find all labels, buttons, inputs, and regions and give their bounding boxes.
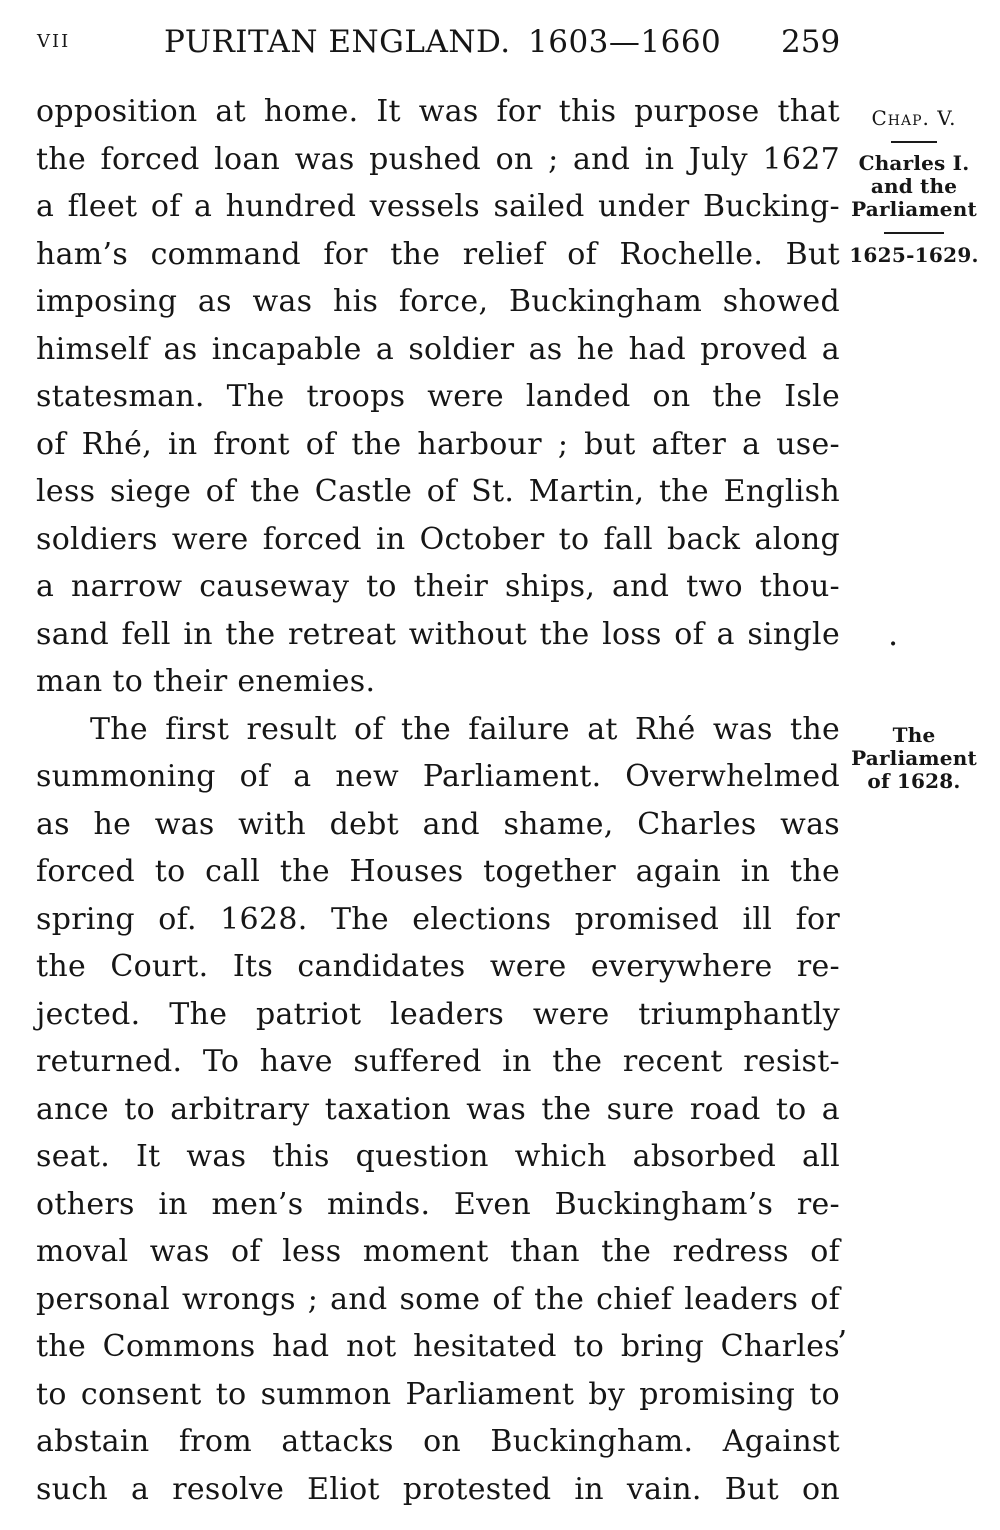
text-line: jected. The patriot leaders were triumphantly bbox=[36, 996, 840, 1032]
divider-rule bbox=[891, 141, 937, 143]
text-line: The first result of the failure at Rhé was the bbox=[90, 711, 840, 747]
ink-speck: ’ bbox=[837, 1323, 848, 1361]
text-line: abstain from attacks on Buckingham. Against bbox=[36, 1424, 840, 1459]
margin-note-line: Charles I. bbox=[858, 151, 970, 175]
text-line: opposition at home. It was for this purpose that bbox=[36, 94, 840, 129]
text-line: the Court. Its candidates were everywhere re- bbox=[36, 949, 840, 984]
text-line: of Rhé, in front of the harbour ; but after a use- bbox=[36, 426, 840, 462]
text-line: the Commons had not hesitated to bring Charles bbox=[36, 1329, 840, 1364]
divider-rule bbox=[884, 232, 944, 234]
margin-note-parliament-1628 bbox=[843, 724, 985, 793]
text-line: such a resolve Eliot protested in vain. But on bbox=[36, 1471, 840, 1507]
text-line: ham’s command for the relief of Rochelle. But bbox=[36, 236, 840, 272]
margin-note-line: The bbox=[892, 723, 936, 747]
running-date-range: 1603—1660 bbox=[528, 24, 722, 60]
text-line: a fleet of a hundred vessels sailed under Bucking- bbox=[36, 189, 840, 224]
text-line: soldiers were forced in October to fall back along bbox=[36, 521, 840, 557]
text-line: others in men’s minds. Even Buckingham’s re- bbox=[36, 1186, 840, 1222]
text-line: less siege of the Castle of St. Martin, the English bbox=[36, 474, 840, 509]
text-line: the forced loan was pushed on ; and in July 1627 bbox=[36, 141, 840, 177]
text-line: sand fell in the retreat without the loss of a single bbox=[36, 616, 840, 652]
chapter-label: Chap. V. bbox=[871, 106, 957, 130]
running-header bbox=[0, 24, 1000, 66]
text-line: moval was of less moment than the redress of bbox=[36, 1234, 840, 1269]
margin-note-line: of 1628. bbox=[867, 769, 961, 793]
text-line: statesman. The troops were landed on the Isle bbox=[36, 379, 840, 414]
text-line: to consent to summon Parliament by promising to bbox=[36, 1376, 840, 1412]
text-line: spring of. 1628. The elections promised ill for bbox=[36, 901, 840, 937]
margin-note-line: Parliament bbox=[851, 746, 977, 770]
chapter-folio-numeral: vii bbox=[37, 24, 71, 53]
text-line: a narrow causeway to their ships, and two thou- bbox=[36, 569, 840, 604]
margin-note-line: and the bbox=[870, 174, 958, 198]
body-text bbox=[36, 88, 840, 1513]
text-line: returned. To have suffered in the recent resist- bbox=[36, 1044, 840, 1079]
text-line: summoning of a new Parliament. Overwhelmed bbox=[36, 759, 840, 794]
margin-note-line: Parliament bbox=[851, 197, 977, 221]
margin-note-chapter bbox=[843, 106, 985, 267]
text-line: ance to arbitrary taxation was the sure road to a bbox=[36, 1091, 840, 1127]
text-line: forced to call the Houses together again in the bbox=[36, 854, 840, 889]
ink-speck: . bbox=[888, 615, 899, 653]
text-line: as he was with debt and shame, Charles was bbox=[36, 806, 840, 842]
text-line: imposing as was his force, Buckingham showed bbox=[36, 284, 840, 319]
margin-note-years: 1625-1629. bbox=[849, 243, 979, 267]
text-line: himself as incapable a soldier as he had proved a bbox=[36, 331, 840, 367]
text-line: seat. It was this question which absorbed all bbox=[36, 1139, 840, 1174]
running-title: PURITAN ENGLAND. bbox=[164, 24, 511, 60]
text-line: man to their enemies. bbox=[36, 664, 376, 699]
page-number: 259 bbox=[781, 24, 841, 60]
text-line: personal wrongs ; and some of the chief leaders of bbox=[36, 1281, 840, 1317]
